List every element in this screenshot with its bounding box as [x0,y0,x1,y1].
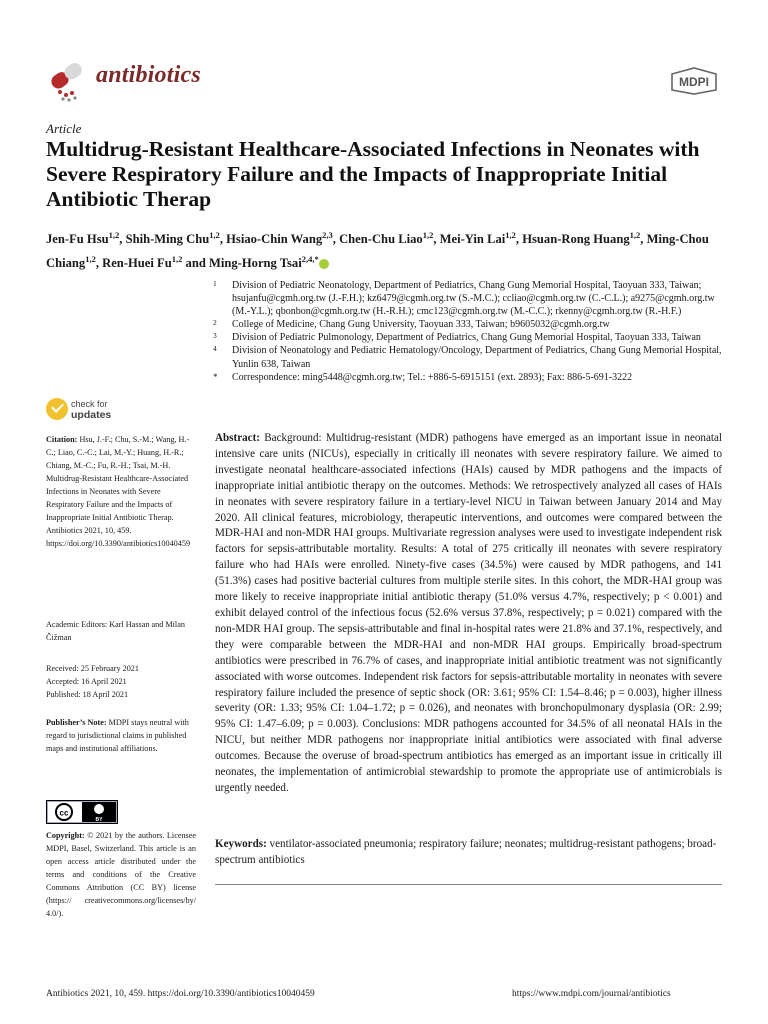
article-title: Multidrug-Resistant Healthcare-Associated Infections in Neonates with Severe Respiratory Failure and the Impacts of Inappropriate Initial Antibiotic Therap [46,137,700,211]
affiliations-list [213,279,733,384]
affiliation-item [213,371,733,384]
copyright-text: © 2021 by the authors. Licensee MDPI, Basel, Switzerland. This article is an open access article distributed under the terms and conditions of the Creative Commons Attribution (CC BY) license (https:// creativecommons.org/licenses/by/ 4.0/). [46,831,197,918]
publication-dates [46,662,196,701]
copyright-block [46,829,196,920]
author-separator: and [182,256,209,271]
author-affiliation-sup: 2,3 [322,230,333,240]
author-name[interactable]: Jen-Fu Hsu [46,232,109,247]
author-separator: , [640,232,647,247]
affiliation-text: Correspondence: ming5448@cgmh.org.tw; Tel.: +886-5-6915151 (ext. 2893); Fax: 886-5-691-3222 [232,371,633,383]
journal-name: antibiotics [96,62,201,88]
author-affiliation-sup: 1,2 [209,230,220,240]
citation-text: Hsu, J.-F.; Chu, S.-M.; Wang, H.-C.; Liao, C.-C.; Lai, M.-Y.; Huang, H.-R.; Chiang, M.-C.; Fu, R.-H.; Tsai, M.-H. Multidrug-Resistant Healthcare-Associated Infections in Neonates with Severe Respiratory Failure and the Impacts of Inappropriate Initial Antibiotic Therap. Antibiotics 2021, 10, 459. https://doi.org/10.3390/antibiotics10040459 [46,435,191,548]
keywords-text: ventilator-associated pneumonia; respiratory failure; neonates; multidrug-resistant pathogens; broad-spectrum antibiotics [215,838,717,866]
author-name[interactable]: Chen-Chu Liao [339,232,423,247]
author-affiliation-sup: 1,2 [108,230,120,240]
author-name[interactable]: Mei-Yin Lai [439,232,506,247]
cc-label: BY [95,817,103,823]
affiliation-item [213,344,733,370]
author-separator: , [515,232,523,247]
orcid-icon[interactable] [319,259,329,269]
citation-label: Citation: [46,435,78,444]
author-separator: , [332,232,340,247]
affiliation-text: Division of Pediatric Pulmonology, Department of Pediatrics, Chang Gung Memorial Hospital, Taoyuan 333, Taiwan [232,332,701,344]
publisher-note-text: MDPI stays neutral with regard to jurisdictional claims in published maps and institutional affiliations. [46,718,189,753]
keywords-block [215,837,722,869]
author-affiliation-sup: 1,2 [629,230,641,240]
citation-block [46,433,196,550]
author-affiliation-sup: 1,2 [505,230,516,240]
abstract-block [215,431,722,797]
author-separator: , [433,232,440,247]
author-affiliation-sup: 1,2 [422,230,434,240]
accepted-date: Accepted: 16 April 2021 [46,677,127,686]
abstract-text: Background: Multidrug-resistant (MDR) pathogens have emerged as an important issue in neonatal intensive care units (NICUs), especially in critically ill neonates with severe respiratory failure. We aimed to investigate neonatal healthcare-associated infections (HAIs) caused by MDR pathogens and the impacts of inappropriate initial antibiotic therapy on the outcomes. Methods: We retrospectively analyzed all cases of HAIs in neonates with severe respiratory failure in a tertiary-level NICU in Taiwan between January 2014 and May 2020. All clinical features, microbiology, therapeutic interventions, and outcomes were compared between the MDR-HAI and non-MDR HAI groups. Multivariate regression analyses were used to investigate independent risk factors for sepsis-attributable mortality. Results: A total of 275 critically ill neonates with severe respiratory failure who had HAIs were enrolled. Ninety-five cases (34.5%) were caused by MDR pathogens, and 141 (51.3%) cases had positive bacterial cultures from multiple sterile sites. In this cohort, the MDR-HAI group was more likely to receive inappropriate initial antibiotic therapy (51.0% versus 4.7%, respectively; p < 0.001) and exhibit delayed control of the infectious focus (52.6% versus 37.8%, respectively; p = 0.021) compared with the non-MDR HAI group. The sepsis-attributable and final in-hospital rates were 21.8% and 37.1%, respectively, and they were comparable between the MDR-HAI and non-MDR HAI groups. Empirically broad-spectrum antibiotics were prescribed in 76.7% of cases, and inappropriate initial antibiotic treatment was not significantly associated with worse outcomes. Independent risk factors for sepsis-attributable mortality in neonates with severe respiratory failure included the presence of septic shock (OR: 3.61; 95% CI: 1.54–8.46; p = 0.003), higher illness severity (OR: 1.33; 95% CI: 1.04–1.72; p = 0.026), and neonates with bronchopulmonary dysplasia (OR: 2.99; 95% CI: 1.47–6.09; p = 0.003). Conclusions: MDR pathogens accounted for 34.5% of all neonatal HAIs in the NICU, but neither MDR pathogens nor inappropriate initial antibiotics were associated with final adverse outcomes. Because the overuse of broad-spectrum antibiotics has emerged as an important issue in critically ill neonates, the implementation of antimicrobial stewardship to promote the appropriate use of antimicrobials is urgently needed. [215,432,722,794]
footer-citation: Antibiotics 2021, 10, 459. https://doi.org/10.3390/antibiotics10040459 [46,989,315,999]
keywords-label: Keywords: [215,838,267,850]
published-date: Published: 18 April 2021 [46,690,129,699]
author-separator: , [95,256,103,271]
check-icon [46,398,68,420]
affiliation-text: Division of Neonatology and Pediatric Hematology/Oncology, Department of Pediatrics, Chang Gung Memorial Hospital, Yunlin 638, Taiwan [232,345,722,370]
author-name[interactable]: Hsiao-Chin Wang [226,232,323,247]
author-list [46,225,736,273]
author-affiliation-sup: 2,4,* [301,254,319,265]
check-updates-line2: updates [71,409,112,421]
author-name[interactable]: Shih-Ming Chu [125,232,210,247]
mdpi-logo [668,66,720,96]
mdpi-logo-text: MDPI [679,75,709,89]
article-type: Article [46,121,82,136]
abstract-label: Abstract: [215,432,260,444]
author-name[interactable]: Ren-Huei Fu [102,256,172,271]
author-affiliation-sup: 1,2 [85,254,96,265]
affiliation-item [213,331,733,344]
academic-editors: Academic Editors: Karl Hassan and Milan Čižman [46,620,185,642]
cc-by-license-icon[interactable] [46,800,118,824]
section-divider [215,884,722,885]
footer-journal-url[interactable]: https://www.mdpi.com/journal/antibiotics [512,989,671,999]
affiliation-marker: 1 [213,279,217,288]
author-affiliation-sup: 1,2 [171,254,183,265]
svg-text:cc: cc [59,808,69,818]
received-date: Received: 25 February 2021 [46,664,139,673]
affiliation-item [213,279,733,318]
check-updates-line1: check for [71,399,108,409]
affiliation-marker: 3 [213,331,217,341]
author-name[interactable]: Ming-Chou Chiang [46,232,709,271]
affiliation-text: College of Medicine, Chang Gung University, Taoyuan 333, Taiwan; b9605032@cgmh.org.tw [232,319,610,331]
journal-logo-icon [44,56,92,104]
copyright-label: Copyright: [46,831,85,840]
affiliation-item [213,318,733,331]
author-name[interactable]: Ming-Horng Tsai [208,256,302,271]
affiliation-marker: 4 [213,344,217,354]
publisher-note-label: Publisher’s Note: [46,718,107,727]
author-separator: , [219,232,227,247]
affiliation-marker: 2 [213,318,217,328]
affiliation-text: Division of Pediatric Neonatology, Department of Pediatrics, Chang Gung Memorial Hospital, Taoyuan 333, Taiwan; hsujanfu@cgmh.org.tw (J.-F.H.); kz6479@cgmh.org.tw (S.-M.C.); ccliao@cgmh.org.tw (C.-C.L.); a9275@cgmh.org.tw (M.-Y.L.); qbonbon@cgmh.org.tw (H.-R.H.); cmc123@cgmh.org.tw (M.-C.C.); rkenny@cgmh.org.tw (R.-H.F.) [232,280,715,318]
publisher-note [46,716,196,755]
affiliation-marker: * [213,371,218,382]
check-for-updates-badge[interactable] [46,398,126,424]
author-name[interactable]: Hsuan-Rong Huang [522,232,630,247]
author-separator: , [119,232,126,247]
